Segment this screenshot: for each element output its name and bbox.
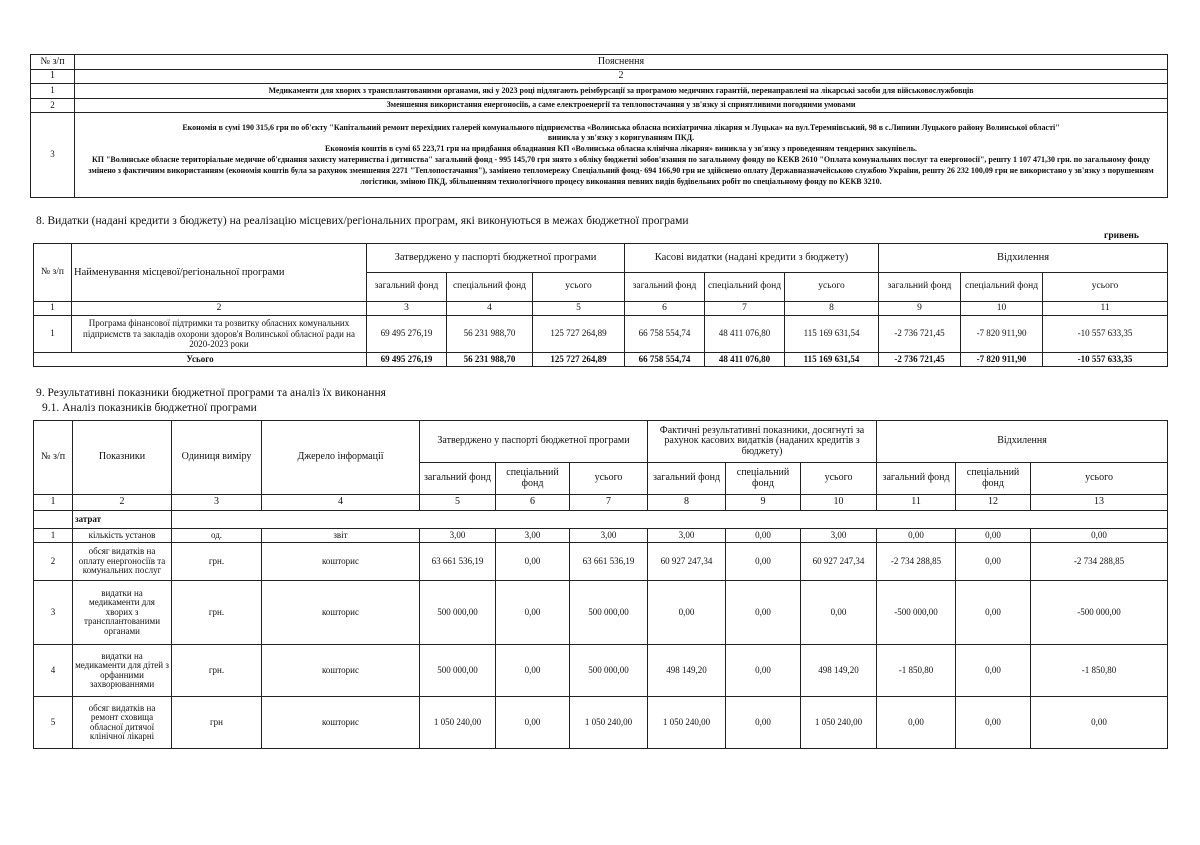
- t3-row-num: 4: [34, 645, 73, 697]
- t2-cell: 56 231 988,70: [447, 316, 533, 353]
- t2-header-special: спеціальний фонд: [447, 273, 533, 302]
- t3-cell: 3,00: [496, 529, 570, 543]
- t3-header-approved: Затверджено у паспорті бюджетної програми: [420, 421, 648, 463]
- t3-header-total: усього: [1031, 463, 1168, 495]
- t3-cell: -1 850,80: [1031, 645, 1168, 697]
- t3-cell: 3,00: [801, 529, 877, 543]
- t3-cell: 498 149,20: [648, 645, 726, 697]
- t3-row-name: кількість установ: [73, 529, 172, 543]
- t1-row-num: 2: [31, 99, 75, 113]
- t3-row-unit: грн.: [172, 581, 262, 645]
- t2-row-num: 1: [34, 316, 72, 353]
- t3-row-name: обсяг видатків на оплату енергоносіїв та комунальних послуг: [73, 543, 172, 581]
- t3-cell: -500 000,00: [877, 581, 956, 645]
- t3-cell: 0,00: [726, 645, 801, 697]
- t3-header-special: спеціальний фонд: [726, 463, 801, 495]
- t2-cell: 48 411 076,80: [705, 316, 785, 353]
- t3-row-num: 2: [34, 543, 73, 581]
- t1-line: виникла у зв'язку з коригуванням ПКД.: [547, 133, 695, 143]
- t2-total-cell: 48 411 076,80: [705, 353, 785, 367]
- t1-header-num: № з/п: [31, 55, 75, 70]
- t2-total-cell: 66 758 554,74: [625, 353, 705, 367]
- t3-cell: 0,00: [956, 697, 1031, 749]
- t3-cell: 0,00: [1031, 697, 1168, 749]
- t2-colnum: 6: [625, 302, 705, 316]
- t3-cell: 1 050 240,00: [570, 697, 648, 749]
- t3-colnum: 1: [34, 495, 73, 511]
- t1-colnum: 1: [31, 70, 75, 84]
- t2-header-general: загальний фонд: [367, 273, 447, 302]
- t2-header-cash: Касові видатки (надані кредити з бюджету): [625, 244, 879, 273]
- t3-empty-cell: [34, 511, 73, 529]
- t3-colnum: 6: [496, 495, 570, 511]
- t3-cell: 60 927 247,34: [801, 543, 877, 581]
- t3-row-source: звіт: [262, 529, 420, 543]
- t2-total-cell: 56 231 988,70: [447, 353, 533, 367]
- t3-row-unit: од.: [172, 529, 262, 543]
- t1-line: Економія в сумі 190 315,6 грн по об'єкту "Капітальний ремонт перехідних галерей комунального підприємства «Волинська обласна психіатрична лікарня м Луцька» на вул.Теремнівський, 98 в с.Липини Луцького району Волинської області": [182, 122, 1060, 132]
- explanations-table: [30, 54, 1168, 198]
- t2-header-deviation: Відхилення: [879, 244, 1168, 273]
- t2-header-special: спеціальний фонд: [705, 273, 785, 302]
- t3-cell: 63 661 536,19: [420, 543, 496, 581]
- t1-row-num: 3: [31, 113, 75, 198]
- t2-total-cell: 115 169 631,54: [785, 353, 879, 367]
- t3-cell: 3,00: [570, 529, 648, 543]
- t3-header-general: загальний фонд: [648, 463, 726, 495]
- t3-cell: 500 000,00: [420, 581, 496, 645]
- t2-header-general: загальний фонд: [879, 273, 961, 302]
- programs-table: [33, 243, 1168, 367]
- t2-cell: 125 727 264,89: [533, 316, 625, 353]
- t3-cell: 0,00: [1031, 529, 1168, 543]
- indicators-table: [33, 420, 1168, 749]
- t3-header-deviation: Відхилення: [877, 421, 1168, 463]
- t3-colnum: 5: [420, 495, 496, 511]
- t2-cell: 115 169 631,54: [785, 316, 879, 353]
- t2-colnum: 10: [961, 302, 1043, 316]
- t3-colnum: 4: [262, 495, 420, 511]
- t2-cell: -2 736 721,45: [879, 316, 961, 353]
- t2-colnum: 4: [447, 302, 533, 316]
- t3-cell: 0,00: [648, 581, 726, 645]
- t1-row-num: 1: [31, 84, 75, 99]
- t3-row-name: видатки на медикаменти для дітей з орфанними захворюваннями: [73, 645, 172, 697]
- t3-colnum: 7: [570, 495, 648, 511]
- t3-cell: 1 050 240,00: [801, 697, 877, 749]
- t3-colnum: 12: [956, 495, 1031, 511]
- t3-row-num: 5: [34, 697, 73, 749]
- t3-cell: 3,00: [420, 529, 496, 543]
- t3-cell: 0,00: [877, 529, 956, 543]
- t3-cell: -2 734 288,85: [1031, 543, 1168, 581]
- t3-cell: -500 000,00: [1031, 581, 1168, 645]
- t2-colnum: 7: [705, 302, 785, 316]
- section8-unit: гривень: [1104, 231, 1139, 241]
- t2-total-cell: 125 727 264,89: [533, 353, 625, 367]
- t3-row-unit: грн: [172, 697, 262, 749]
- t3-row-unit: грн.: [172, 543, 262, 581]
- t2-colnum: 9: [879, 302, 961, 316]
- t3-cell: 500 000,00: [570, 645, 648, 697]
- t3-empty-cell: [172, 511, 1168, 529]
- t1-line: КП "Волинське обласне територіальне медичне об'єднання захисту материнства і дитинства" загальний фонд - 995 145,70 грн знято з обліку бюджетні зобов'язання по загальному фонду по КЕКВ 2610 "Оплата комунальних послуг та енергоносії", решту 1 107 471,30 грн. по загальному фонду змінено з фактичним використанням (економія коштів була за рахунок зменшення 2271 "Теплопостачання"), замінено тепломережу Спецiальний фонд- 694 166,90 грн не здійснено оплату Державназначейською службою України, решту 26 232 100,09 грн не використано у зв'язку з порушенням логістики, зміною ПКД, збільшенням технологічного процесу виконання певних видів будівельних робіт по спеціальному фонду по КЕКВ 3210.: [88, 155, 1154, 186]
- t3-cell: 1 050 240,00: [648, 697, 726, 749]
- t2-colnum: 5: [533, 302, 625, 316]
- t3-cell: 498 149,20: [801, 645, 877, 697]
- t3-cell: 0,00: [877, 697, 956, 749]
- t2-header-total: усього: [533, 273, 625, 302]
- t1-line: Економія коштів в сумі 65 223,71 грн на придбання обладнання КП «Волинська обласна клінічна лікарня» виникла у зв'язку з проведенням тендерних закупівель.: [325, 144, 917, 154]
- t1-row-text-multiline: [75, 113, 1168, 198]
- t3-header-indicators: Показники: [73, 421, 172, 495]
- t3-row-name: видатки на медикаменти для хворих з трансплантованими органами: [73, 581, 172, 645]
- t3-cell: 1 050 240,00: [420, 697, 496, 749]
- t2-header-name: Найменування місцевої/регіональної програми: [72, 244, 367, 302]
- t2-header-special: спеціальний фонд: [961, 273, 1043, 302]
- t3-colnum: 10: [801, 495, 877, 511]
- t3-colnum: 9: [726, 495, 801, 511]
- t3-header-num: № з/п: [34, 421, 73, 495]
- t3-cell: 0,00: [496, 645, 570, 697]
- section8-title: 8. Видатки (надані кредити з бюджету) на реалізацію місцевих/регіональних програм, які виконуються в межах бюджетної програми: [36, 215, 689, 227]
- t3-cell: 0,00: [956, 645, 1031, 697]
- t3-header-special: спеціальний фонд: [496, 463, 570, 495]
- t2-cell: -7 820 911,90: [961, 316, 1043, 353]
- t2-colnum: 2: [72, 302, 367, 316]
- t1-colnum: 2: [75, 70, 1168, 84]
- t2-total-cell: -10 557 633,35: [1043, 353, 1168, 367]
- t3-cell: -2 734 288,85: [877, 543, 956, 581]
- t3-cell: 0,00: [496, 543, 570, 581]
- t2-total-cell: -7 820 911,90: [961, 353, 1043, 367]
- section9-title: 9. Результативні показники бюджетної програми та аналіз їх виконання: [36, 387, 386, 399]
- t3-cell: 0,00: [956, 529, 1031, 543]
- t1-row-text: Зменшення використання енергоносіїв, а саме електроенергії та теплопостачання у зв'язку зі сприятливими погодними умовами: [75, 99, 1168, 113]
- t3-row-name: обсяг видатків на ремонт сховища обласної дитячої клінічної лікарні: [73, 697, 172, 749]
- t2-cell: 66 758 554,74: [625, 316, 705, 353]
- t3-header-total: усього: [570, 463, 648, 495]
- t2-header-approved: Затверджено у паспорті бюджетної програми: [367, 244, 625, 273]
- t2-header-general: загальний фонд: [625, 273, 705, 302]
- t3-header-general: загальний фонд: [420, 463, 496, 495]
- t2-header-num: № з/п: [34, 244, 72, 302]
- t3-colnum: 8: [648, 495, 726, 511]
- t3-row-num: 3: [34, 581, 73, 645]
- section9-subtitle: 9.1. Аналіз показників бюджетної програми: [42, 402, 257, 414]
- t3-cell: 0,00: [726, 529, 801, 543]
- t3-row-source: кошторис: [262, 645, 420, 697]
- t3-cell: 0,00: [956, 581, 1031, 645]
- t3-header-source: Джерело інформації: [262, 421, 420, 495]
- t2-colnum: 3: [367, 302, 447, 316]
- t2-row-name: Програма фінансової підтримки та розвитку обласних комунальних підприємств та закладів охорони здоров'я Волинської обласної ради на 2020-2023 роки: [72, 316, 367, 353]
- t3-row-source: кошторис: [262, 581, 420, 645]
- t3-header-unit: Одиниця виміру: [172, 421, 262, 495]
- t2-header-total: усього: [1043, 273, 1168, 302]
- t3-cell: 0,00: [496, 697, 570, 749]
- t3-cell: 60 927 247,34: [648, 543, 726, 581]
- t3-row-source: кошторис: [262, 697, 420, 749]
- t3-header-general: загальний фонд: [877, 463, 956, 495]
- t3-cell: 0,00: [496, 581, 570, 645]
- t1-header-explanation: Пояснення: [75, 55, 1168, 70]
- t3-header-special: спеціальний фонд: [956, 463, 1031, 495]
- t3-cell: 63 661 536,19: [570, 543, 648, 581]
- t3-cell: -1 850,80: [877, 645, 956, 697]
- t1-row-text: Медикаменти для хворих з трансплантованими органами, які у 2023 році підлягають реімбурсації за програмою медичних гарантій, перенаправлені на лікарські засоби для військовослужбовців: [75, 84, 1168, 99]
- t3-cell: 0,00: [801, 581, 877, 645]
- t3-cell: 0,00: [726, 543, 801, 581]
- t2-header-total: усього: [785, 273, 879, 302]
- t3-row-unit: грн.: [172, 645, 262, 697]
- t2-total-cell: -2 736 721,45: [879, 353, 961, 367]
- t2-colnum: 8: [785, 302, 879, 316]
- t3-colnum: 2: [73, 495, 172, 511]
- t3-cell: 0,00: [726, 581, 801, 645]
- t2-total-label: Усього: [34, 353, 367, 367]
- t3-cell: 3,00: [648, 529, 726, 543]
- t3-header-actual: Фактичні результативні показники, досягнуті за рахунок касових видатків (наданих кредитів з бюджету): [648, 421, 877, 463]
- t2-colnum: 1: [34, 302, 72, 316]
- t3-cell: 500 000,00: [420, 645, 496, 697]
- t3-row-source: кошторис: [262, 543, 420, 581]
- t3-colnum: 13: [1031, 495, 1168, 511]
- t2-colnum: 11: [1043, 302, 1168, 316]
- t2-total-cell: 69 495 276,19: [367, 353, 447, 367]
- t3-colnum: 3: [172, 495, 262, 511]
- t3-cell: 0,00: [726, 697, 801, 749]
- t2-cell: 69 495 276,19: [367, 316, 447, 353]
- t2-cell: -10 557 633,35: [1043, 316, 1168, 353]
- t3-cell: 0,00: [956, 543, 1031, 581]
- t3-header-total: усього: [801, 463, 877, 495]
- t3-colnum: 11: [877, 495, 956, 511]
- t3-row-num: 1: [34, 529, 73, 543]
- t3-group-label: затрат: [73, 511, 172, 529]
- t3-cell: 500 000,00: [570, 581, 648, 645]
